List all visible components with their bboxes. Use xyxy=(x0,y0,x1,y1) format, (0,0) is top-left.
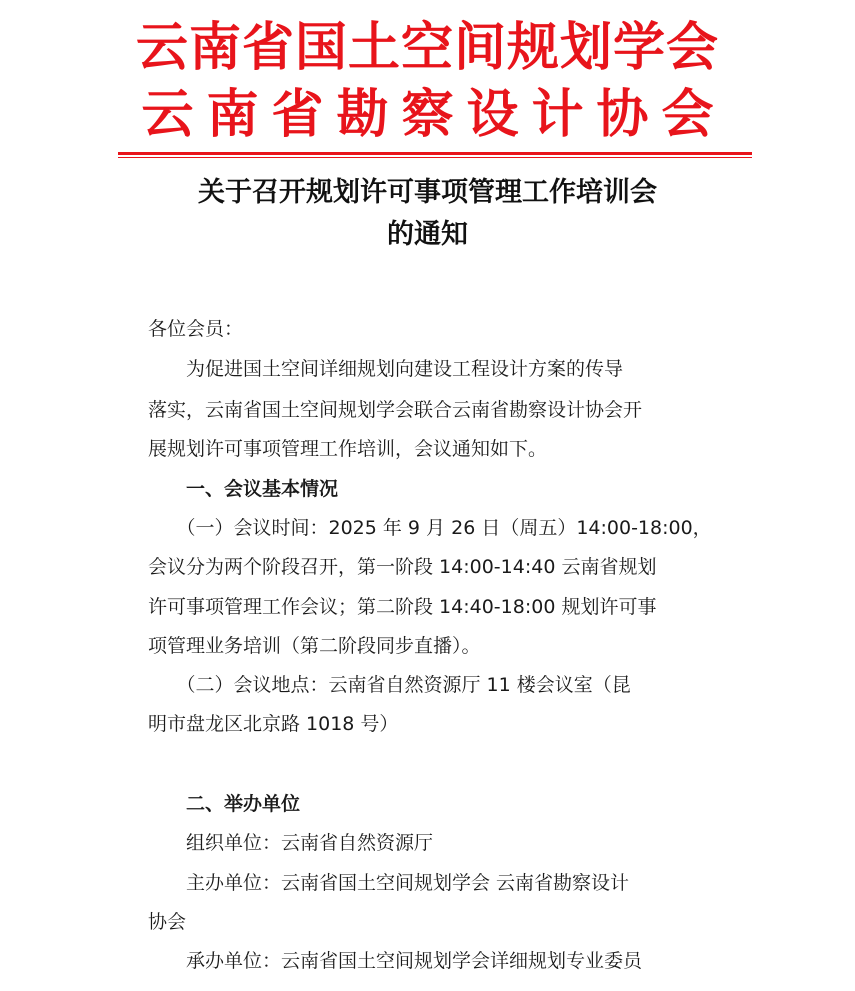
notice-title-line-2: 的通知 xyxy=(387,219,468,250)
header-divider-thin xyxy=(118,157,752,158)
section-2-heading: 二、举办单位 xyxy=(148,793,301,815)
meeting-place-line-1: （二）会议地点：云南省自然资源厅 11 楼会议室（昆 xyxy=(148,674,631,696)
host-line-1: 主办单位：云南省国土空间规划学会 云南省勘察设计 xyxy=(148,872,630,894)
intro-line-3: 展规划许可事项管理工作培训，会议通知如下。 xyxy=(148,438,548,460)
notice-title-line-1: 关于召开规划许可事项管理工作培训会 xyxy=(198,177,657,208)
header-org-1: 云南省国土空间规划学会 xyxy=(135,18,719,78)
meeting-place-line-2: 明市盘龙区北京路 1018 号） xyxy=(148,713,399,735)
intro-line-1: 为促进国土空间详细规划向建设工程设计方案的传导 xyxy=(148,358,624,380)
undertaker-line: 承办单位：云南省国土空间规划学会详细规划专业委员 xyxy=(148,950,643,972)
meeting-time-line-3: 许可事项管理工作会议；第二阶段 14:40-18:00 规划许可事 xyxy=(148,596,657,618)
meeting-time-line-1: （一）会议时间：2025 年 9 月 26 日（周五）14:00-18:00， xyxy=(148,517,712,539)
meeting-time-line-2: 会议分为两个阶段召开，第一阶段 14:00-14:40 云南省规划 xyxy=(148,556,657,578)
header-org-2: 云南省勘察设计协会 xyxy=(141,85,727,145)
host-line-2: 协会 xyxy=(148,911,187,933)
salutation: 各位会员： xyxy=(148,318,244,340)
meeting-time-line-4: 项管理业务培训（第二阶段同步直播）。 xyxy=(148,635,481,657)
section-1-heading: 一、会议基本情况 xyxy=(148,478,339,500)
intro-line-2: 落实，云南省国土空间规划学会联合云南省勘察设计协会开 xyxy=(148,399,643,421)
header-divider-thick xyxy=(118,152,752,155)
organizer-line: 组织单位：云南省自然资源厅 xyxy=(148,832,434,854)
